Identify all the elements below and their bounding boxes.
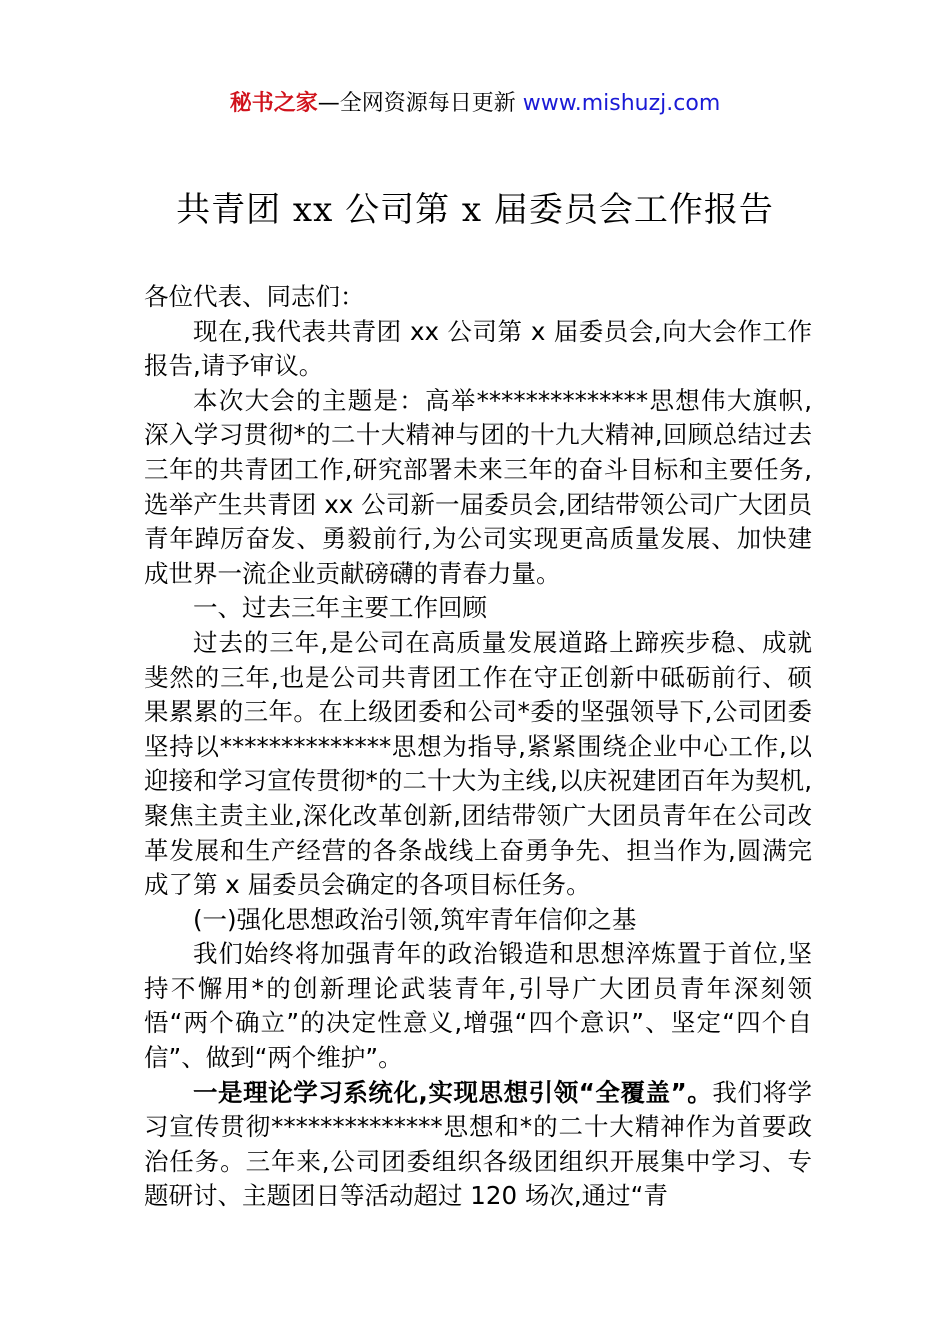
- paragraph-2: 本次大会的主题是：高举**************思想伟大旗帜,深入学习贯彻*的二十大精神与团的十九大精神,回顾总结过去三年的共青团工作,研究部署未来三年的奋斗目标和主要任务,选举产生共青团 xx 公司新一届委员会,团结带领公司广大团员青年踔厉奋发、勇毅前行,为公司实现更高质量发展、加快建成世界一流企业贡献磅礴的青春力量。: [144, 385, 812, 588]
- salutation: 各位代表、同志们：: [144, 282, 365, 311]
- document-title: 共青团 xx 公司第 x 届委员会工作报告: [176, 190, 774, 230]
- header-slogan: 全网资源每日更新: [339, 91, 516, 116]
- document-body: [144, 280, 812, 1214]
- section-heading-1: 一、过去三年主要工作回顾: [193, 593, 487, 623]
- bold-lead-text: 一是理论学习系统化,实现思想引领“全覆盖”。: [193, 1077, 713, 1107]
- header-dash: —: [317, 91, 340, 116]
- paragraph-1: 现在,我代表共青团 xx 公司第 x 届委员会,向大会作工作报告,请予审议。: [144, 316, 812, 381]
- paragraph-5-text: 我们将学习宣传贯彻**************思想和*的二十大精神作为首要政治任务。三年来,公司团委组织各级团组织开展集中学习、专题研讨、主题团日等活动超过 120 场次,通过“青: [144, 1077, 813, 1211]
- site-url[interactable]: www.mishuzj.com: [522, 91, 721, 116]
- paragraph-5: [144, 1076, 812, 1214]
- paragraph-3: 过去的三年,是公司在高质量发展道路上蹄疾步稳、成就斐然的三年,也是公司共青团工作在守正创新中砥砺前行、硕果累累的三年。在上级团委和公司*委的坚强领导下,公司团委坚持以**************思想为指导,紧紧围绕企业中心工作,以迎接和学习宣传贯彻*的二十大为主线,以庆祝建团百年为契机,聚焦主责主业,深化改革创新,团结带领广大团员青年在公司改革发展和生产经营的各条战线上奋勇争先、担当作为,圆满完成了第 x 届委员会确定的各项目标任务。: [144, 627, 812, 900]
- subsection-heading-1: (一)强化思想政治引领,筑牢青年信仰之基: [193, 904, 637, 934]
- paragraph-4: 我们始终将加强青年的政治锻造和思想淬炼置于首位,坚持不懈用*的创新理论武装青年,引导广大团员青年深刻领悟“两个确立”的决定性意义,增强“四个意识”、坚定“四个自信”、做到“两个维护”。: [144, 939, 812, 1073]
- site-header: [0, 88, 950, 120]
- brand-name: 秘书之家: [229, 91, 318, 116]
